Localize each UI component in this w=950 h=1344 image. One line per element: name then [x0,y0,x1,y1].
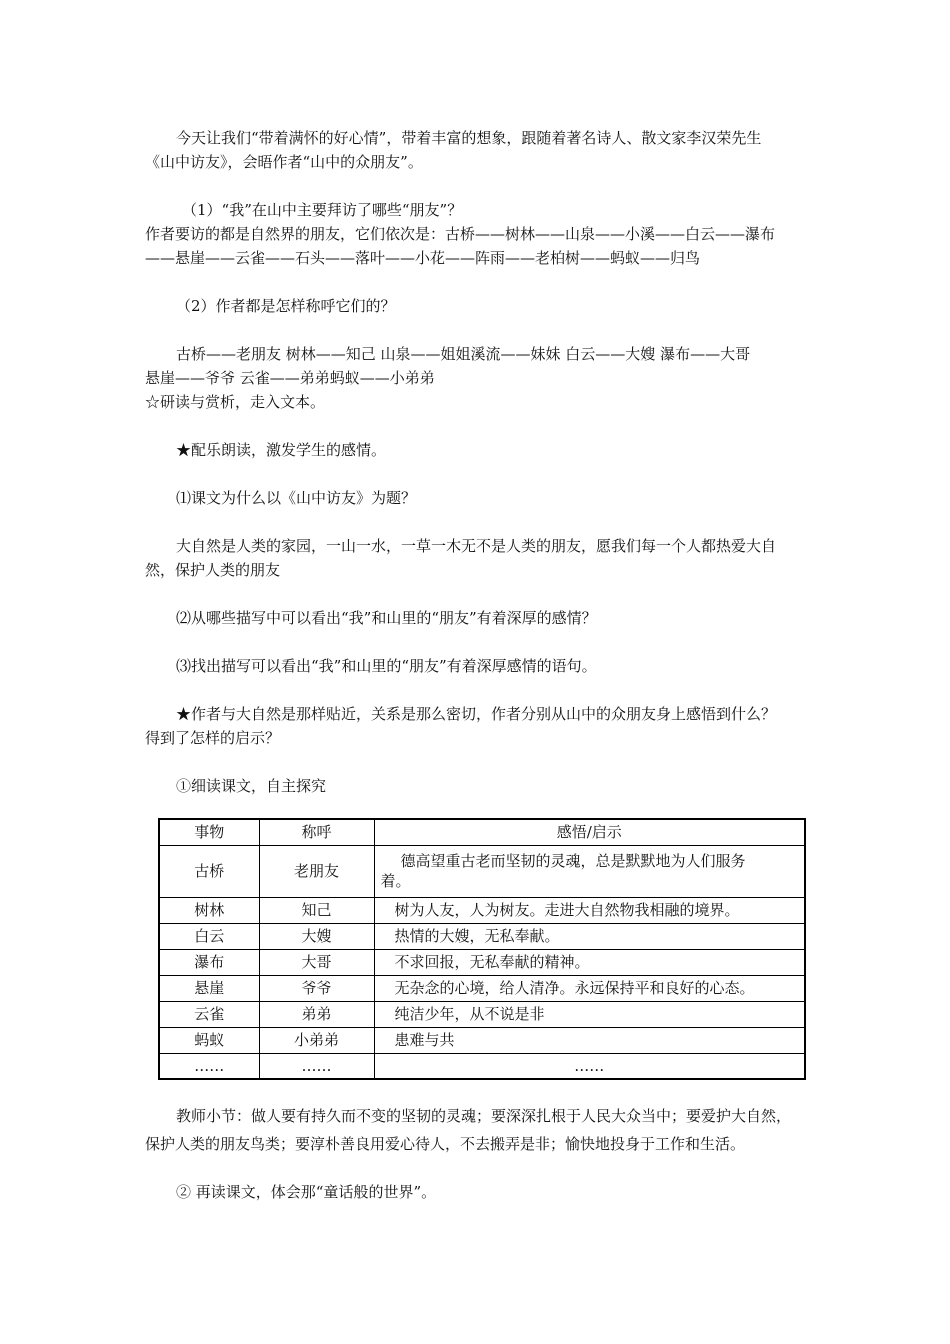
table-cell: 老朋友 [259,845,374,897]
item-1: ⑴课文为什么以《山中访友》为题？ [176,489,417,507]
table-cell: 白云 [159,923,259,949]
table-cell: 大哥 [259,949,374,975]
table-row [159,975,805,1001]
table-cell: 大嫂 [259,923,374,949]
table-cell: 患难与共 [374,1027,805,1053]
table-cell: 古桥 [159,845,259,897]
table-cell: …… [374,1053,805,1079]
table-cell: 爷爷 [259,975,374,1001]
sub-step-1: ①细读课文，自主探究 [176,777,327,795]
answer-2-line-1: 古桥——老朋友 树林——知己 山泉——姐姐溪流——妹妹 白云——大嫂 瀑布——大哥 [176,345,751,363]
activity-2-line-2: 得到了怎样的启示？ [145,729,281,747]
section-heading: ☆研读与赏析，走入文本。 [145,393,326,411]
question-2: （2）作者都是怎样称呼它们的？ [176,297,396,315]
table-row [159,897,805,923]
table-row [159,1027,805,1053]
table-cell: 小弟弟 [259,1027,374,1053]
answer-2-line-2: 悬崖——爷爷 云雀——弟弟蚂蚁——小弟弟 [145,369,435,387]
answer-item-1-line-1: 大自然是人类的家园，一山一水，一草一木无不是人类的朋友，愿我们每一个人都热爱大自 [176,537,777,555]
table-cell: 弟弟 [259,1001,374,1027]
table-row [159,949,805,975]
table-cell: 不求回报，无私奉献的精神。 [374,949,805,975]
table-cell: 知己 [259,897,374,923]
table-row [159,1053,805,1079]
cell-text-line: 德高望重古老而坚韧的灵魂，总是默默地为人们服务 [400,852,746,870]
header-cell: 称呼 [259,819,374,845]
table-cell: …… [259,1053,374,1079]
header-cell: 事物 [159,819,259,845]
table-cell: 无杂念的心境，给人清净。永远保持平和良好的心态。 [374,975,805,1001]
answer-1-line-2: ——悬崖——云雀——石头——落叶——小花——阵雨——老柏树——蚂蚁——归鸟 [145,249,701,267]
table-cell: 瀑布 [159,949,259,975]
table-row [159,845,805,897]
activity-2-line-1: ★作者与大自然是那样贴近，关系是那么密切，作者分别从山中的众朋友身上感悟到什么？ [176,705,777,723]
insight-table [158,818,806,1080]
table-cell [374,845,805,897]
table-cell: …… [159,1053,259,1079]
table-cell: 蚂蚁 [159,1027,259,1053]
table-row [159,923,805,949]
table-cell: 悬崖 [159,975,259,1001]
summary-line-2: 保护人类的朋友鸟类；要淳朴善良用爱心待人，不去搬弄是非；愉快地投身于工作和生活。 [145,1135,746,1153]
sub-step-2: ② 再读课文，体会那“童话般的世界”。 [176,1183,437,1201]
table-header-row [159,819,805,845]
question-1: （1）“我”在山中主要拜访了哪些“朋友”？ [182,201,463,219]
header-cell: 感悟/启示 [374,819,805,845]
table-cell: 热情的大嫂，无私奉献。 [374,923,805,949]
intro-line-1: 今天让我们“带着满怀的好心情”，带着丰富的想象，跟随着著名诗人、散文家李汉荣先生 [176,129,762,147]
cell-text-line: 着。 [380,872,411,890]
table-cell: 树林 [159,897,259,923]
summary-line-1: 教师小节：做人要有持久而不变的坚韧的灵魂；要深深扎根于人民大众当中；要爱护大自然， [176,1107,792,1125]
item-3: ⑶找出描写可以看出“我”和山里的“朋友”有着深厚感情的语句。 [176,657,597,675]
item-2: ⑵从哪些描写中可以看出“我”和山里的“朋友”有着深厚的感情？ [176,609,597,627]
activity-1: ★配乐朗读，激发学生的感情。 [176,441,387,459]
intro-line-2: 《山中访友》，会晤作者“山中的众朋友”。 [145,153,423,171]
answer-1-line-1: 作者要访的都是自然界的朋友，它们依次是：古桥——树林——山泉——小溪——白云——瀑布 [145,225,776,243]
table-cell: 树为人友，人为树友。走进大自然物我相融的境界。 [374,897,805,923]
table-row [159,1001,805,1027]
table-cell: 纯洁少年，从不说是非 [374,1001,805,1027]
table-cell: 云雀 [159,1001,259,1027]
answer-item-1-line-2: 然，保护人类的朋友 [145,561,281,579]
